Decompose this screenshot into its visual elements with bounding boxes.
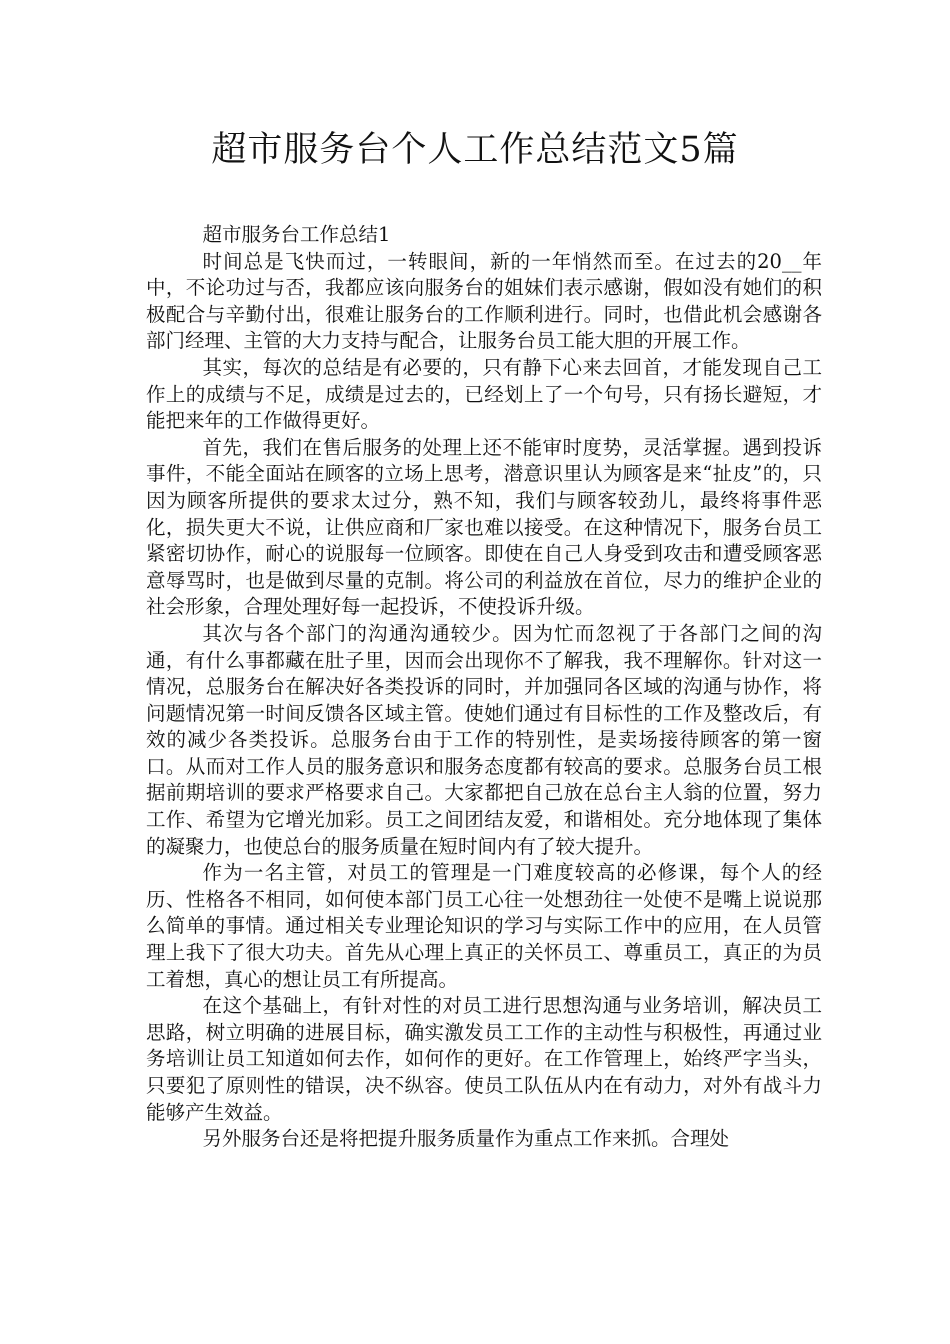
document-body (146, 222, 822, 1153)
body-paragraph: 时间总是飞快而过，一转眼间，新的一年悄然而至。在过去的20__年中，不论功过与否，我都应该向服务台的姐妹们表示感谢，假如没有她们的积极配合与辛勤付出，很难让服务台的工作顺利进行。同时，也借此机会感谢各部门经理、主管的大力支持与配合，让服务台员工能大胆的开展工作。 (146, 249, 822, 353)
body-paragraph: 其次与各个部门的沟通沟通较少。因为忙而忽视了于各部门之间的沟通，有什么事都藏在肚子里，因而会出现你不了解我，我不理解你。针对这一情况，总服务台在解决好各类投诉的同时，并加强同各区域的沟通与协作，将问题情况第一时间反馈各区域主管。使她们通过有目标性的工作及整改后，有效的减少各类投诉。总服务台由于工作的特别性，是卖场接待顾客的第一窗口。从而对工作人员的服务意识和服务态度都有较高的要求。总服务台员工根据前期培训的要求严格要求自己。大家都把自己放在总台主人翁的位置，努力工作、希望为它增光加彩。员工之间团结友爱，和谐相处。充分地体现了集体的凝聚力，也使总台的服务质量在短时间内有了较大提升。 (146, 621, 822, 858)
body-paragraph: 在这个基础上，有针对性的对员工进行思想沟通与业务培训，解决员工思路，树立明确的进展目标，确实激发员工工作的主动性与积极性，再通过业务培训让员工知道如何去作，如何作的更好。在工作管理上，始终严字当头，只要犯了原则性的错误，决不纵容。使员工队伍从内在有动力，对外有战斗力能够产生效益。 (146, 994, 822, 1124)
section-heading: 超市服务台工作总结1 (202, 223, 391, 246)
body-paragraph: 另外服务台还是将把提升服务质量作为重点工作来抓。合理处 (202, 1127, 730, 1151)
body-paragraph: 其实，每次的总结是有必要的，只有静下心来去回首，才能发现自己工作上的成绩与不足，成绩是过去的，已经划上了一个句号，只有扬长避短，才能把来年的工作做得更好。 (146, 355, 822, 433)
body-paragraph: 首先，我们在售后服务的处理上还不能审时度势，灵活掌握。遇到投诉事件，不能全面站在顾客的立场上思考，潜意识里认为顾客是来“扯皮”的，只因为顾客所提供的要求太过分，熟不知，我们与顾客较劲儿，最终将事件恶化，损失更大不说，让供应商和厂家也难以接受。在这种情况下，服务台员工紧密切协作，耐心的说服每一位顾客。即使在自己人身受到攻击和遭受顾客恶意辱骂时，也是做到尽量的克制。将公司的利益放在首位，尽力的维护企业的社会形象，合理处理好每一起投诉，不使投诉升级。 (146, 435, 822, 619)
body-paragraph: 作为一名主管，对员工的管理是一门难度较高的必修课，每个人的经历、性格各不相同，如何使本部门员工心往一处想劲往一处使不是嘴上说说那么简单的事情。通过相关专业理论知识的学习与实际工作中的应用，在人员管理上我下了很大功夫。首先从心理上真正的关怀员工、尊重员工，真正的为员工着想，真心的想让员工有所提高。 (146, 861, 822, 991)
document-title: 超市服务台个人工作总结范文5篇 (211, 130, 739, 170)
